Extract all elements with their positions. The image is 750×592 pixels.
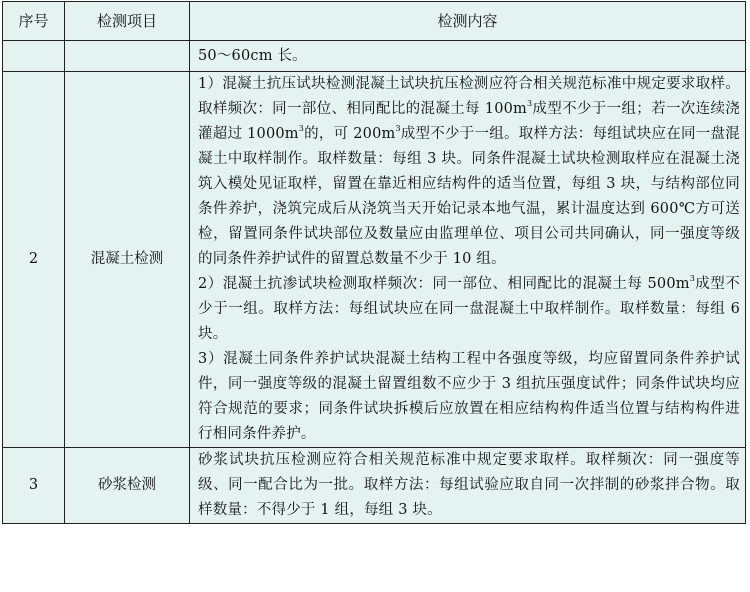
continuation-item-cell: [65, 41, 190, 72]
header-item: 检测项目: [65, 2, 190, 41]
concrete-paragraph-1: 1）混凝土抗压试块检测混凝土试块抗压检测应符合相关规范标准中规定要求取样。取样频次：同一部位、相同配比的混凝土每 $100m^3$成型不少于一组；若一次连续浇灌超过 $1000m^3$的，可 $200m^3$成型不少于一组。取样方法：每组试块应在同一盘混凝土中取样制作。取样数量：每组 3 块。同条件混凝土试块检测取样应在混凝土浇筑入模处见证取样，留置在靠近相应结构件的适当位置，每组 3 块，与结构部位同条件养护，浇筑完成后从浇筑当天开始记录本地气温，累计温度达到 600℃方可送检，留置同条件试块部位及数量应由监理单位、项目公司共同确认，同一强度等级的同条件养护试件的留置总数量不少于 10 组。: [198, 76, 740, 267]
concrete-paragraph-2: 2）混凝土抗渗试块检测取样频次：同一部位、相同配比的混凝土每 $500m^3$成型不少于一组。取样方法：每组试块应在同一盘混凝土中取样制作。取样数量：每组 6 块。: [198, 274, 740, 342]
row-content: [190, 72, 746, 448]
row-item: 砂浆检测: [65, 448, 190, 524]
continuation-content: 50～60cm 长。: [190, 41, 746, 72]
inspection-table: [2, 1, 746, 524]
row-no: 2: [3, 72, 65, 448]
continuation-no-cell: [3, 41, 65, 72]
header-content: 检测内容: [190, 2, 746, 41]
table-row-continuation: [3, 41, 746, 72]
row-content: 砂浆试块抗压检测应符合相关规范标准中规定要求取样。取样频次：同一强度等级、同一配合比为一批。取样方法：每组试验应取自同一次拌制的砂浆拌合物。取样数量：不得少于 1 组，每组 3 块。: [190, 448, 746, 524]
header-row: [3, 2, 746, 41]
table-row-mortar: [3, 448, 746, 524]
table-row-concrete: [3, 72, 746, 448]
header-no: 序号: [3, 2, 65, 41]
row-no: 3: [3, 448, 65, 524]
row-item: 混凝土检测: [65, 72, 190, 448]
concrete-paragraph-3: 3）混凝土同条件养护试块混凝土结构工程中各强度等级，均应留置同条件养护试件，同一强度等级的混凝土留置组数不应少于 3 组抗压强度试件；同条件试块均应符合规范的要求；同条件试块拆模后应放置在相应结构构件适当位置与结构构件进行相同条件养护。: [198, 351, 740, 442]
